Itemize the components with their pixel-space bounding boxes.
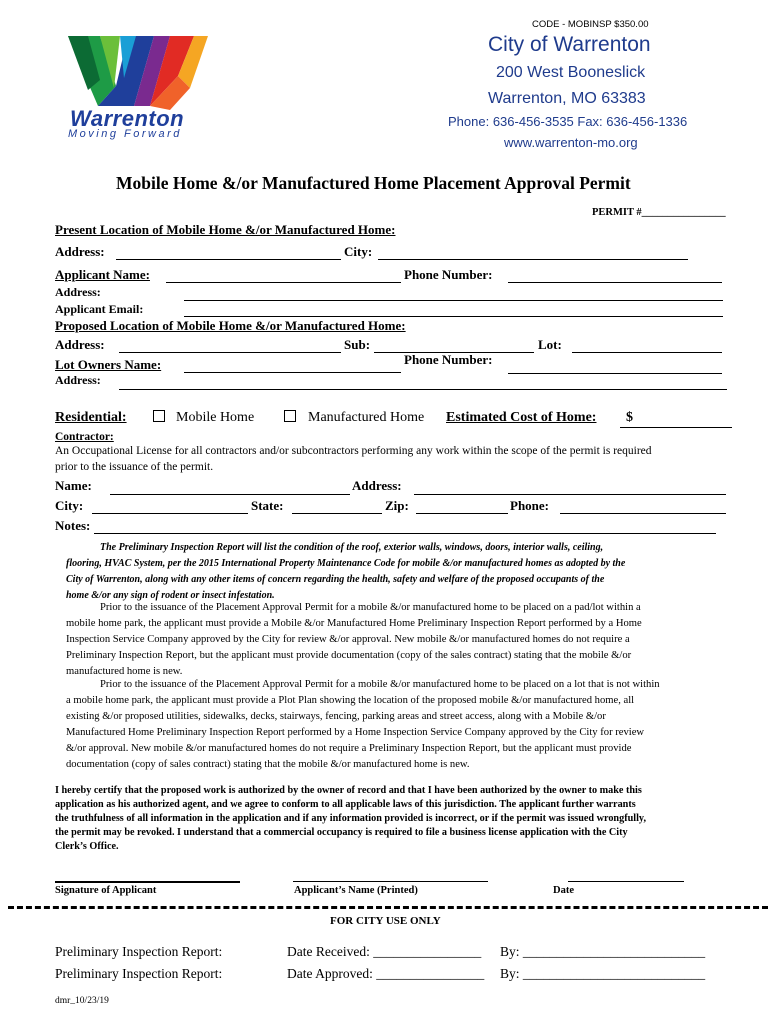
info-p2-line: manufactured home is new. [66,666,183,677]
lot-owners-field[interactable] [184,356,401,373]
applicant-name-label: Applicant Name: [55,267,150,282]
contractor-phone-label: Phone: [510,498,549,513]
contractor-city-field[interactable] [92,497,248,514]
info-p1-line: The Preliminary Inspection Report will list the condition of the roof, exterior walls, windows, doors, interior walls, ceiling, [100,542,604,553]
city-website: www.warrenton-mo.org [504,135,638,150]
city-street: 200 West Booneslick [496,64,646,81]
proposed-location-heading: Proposed Location of Mobile Home &/or Manufactured Home: [55,318,406,333]
lot-owners-address-label: Address: [55,373,101,387]
received-row-label: Preliminary Inspection Report: [55,944,223,959]
residential-label: Residential: [55,410,127,425]
info-p2-line: Inspection Service Company approved by the City for review &/or approval. New mobile &/or manufactured homes do not require a [66,634,630,645]
contractor-state-field[interactable] [292,497,382,514]
lot-owners-address-field[interactable] [119,373,727,390]
certification-line: Clerk’s Office. [55,841,119,852]
info-p2-line: Prior to the issuance of the Placement Approval Permit for a mobile &/or manufactured home to be placed on a pad/lot within a [100,602,641,613]
info-p3-line: Manufactured Home Preliminary Inspection Report performed by a Home Inspection Service Company approved by the City for review [66,727,645,738]
lot-owners-label: Lot Owners Name: [55,357,162,372]
certification-line: the truthfulness of all information in the application and if any information provided is incorrect, or if the permit was issued wrongfully, [55,813,646,824]
date-label: Date [553,885,574,896]
cut-line [8,906,768,909]
city-phone-fax: Phone: 636-456-3535 Fax: 636-456-1336 [448,114,688,129]
info-p1-line: City of Warrenton, along with any other items of concern regarding the health, safety and welfare of the proposed occupants of the [66,574,605,585]
contractor-name-field[interactable] [110,478,350,495]
info-p1-line: home &/or any sign of rodent or insect infestation. [66,590,275,601]
applicant-address-field[interactable] [184,284,723,301]
signature-line[interactable] [55,881,240,883]
certification-line: the permit may be revoked. I understand that a commercial occupancy is required to file a business license application with the City [55,827,628,838]
mobile-home-checkbox[interactable] [153,410,165,422]
info-p3-line: a mobile home park, the applicant must provide a Plot Plan showing the location of the proposed mobile &/or manufactured home, all [66,695,635,706]
approved-row-label: Preliminary Inspection Report: [55,966,223,981]
printed-name-label: Applicant’s Name (Printed) [294,885,418,896]
logo-tagline: Moving Forward [68,128,182,140]
proposed-sub-field[interactable] [374,336,534,353]
license-notice-line2: prior to the issuance of the permit. [55,461,214,473]
code-line: CODE - MOBINSP $350.00 [532,19,649,30]
contractor-state-label: State: [251,498,284,513]
currency-sign: $ [626,410,633,425]
present-city-label: City: [344,244,373,259]
contractor-zip-label: Zip: [385,498,409,513]
manufactured-home-label: Manufactured Home [308,410,425,425]
contractor-phone-field[interactable] [560,497,726,514]
manufactured-home-checkbox[interactable] [284,410,296,422]
estimated-cost-field[interactable] [620,411,732,428]
info-p3-line: &/or approval. New mobile &/or manufactured homes do not require a Preliminary Inspection Report, but the applicant must provide [66,743,632,754]
notes-field[interactable] [94,517,716,534]
contractor-city-label: City: [55,498,84,513]
date-line[interactable] [568,881,684,882]
city-use-heading: FOR CITY USE ONLY [330,915,441,927]
applicant-email-label: Applicant Email: [55,302,144,316]
printed-name-line[interactable] [293,881,488,882]
info-p3-line: documentation (copy of sales contract) stating that the mobile &/or manufactured home is new. [66,759,470,770]
proposed-lot-field[interactable] [572,336,722,353]
certification-statement [55,784,646,854]
applicant-email-field[interactable] [184,300,723,317]
notes-label: Notes: [55,518,91,533]
proposed-address-field[interactable] [119,336,341,353]
city-name: City of Warrenton [488,33,651,56]
footer-code: dmr_10/23/19 [55,996,109,1006]
city-citystate: Warrenton, MO 63383 [488,90,646,107]
certification-line: I hereby certify that the proposed work is authorized by the owner of record and that I have been authorized by the owner to make this [55,785,642,796]
contractor-name-label: Name: [55,478,92,493]
lot-owners-phone-field[interactable] [508,357,722,374]
contractor-zip-field[interactable] [416,497,508,514]
info-p1-line: flooring, HVAC System, per the 2015 International Property Maintenance Code for mobile &/or manufactured homes as adopted by the [66,558,626,569]
applicant-phone-label: Phone Number: [404,267,493,282]
contractor-address-label: Address: [352,478,402,493]
applicant-phone-field[interactable] [508,266,722,283]
present-address-field[interactable] [116,243,341,260]
date-received-field[interactable]: Date Received: ________________ [287,944,482,959]
logo-name: Warrenton [70,106,185,131]
certification-line: application as his authorized agent, and we agree to conform to all applicable laws of this jurisdiction. The applicant further warrants [55,799,636,810]
info-p3-line: Prior to the issuance of the Placement Approval Permit for a mobile &/or manufactured home to be placed on a lot that is not within [100,679,660,690]
lot-owners-phone-label: Phone Number: [404,352,493,367]
license-notice-line1: An Occupational License for all contractors and/or subcontractors performing any work within the scope of the permit is required [55,445,652,457]
present-location-heading: Present Location of Mobile Home &/or Manufactured Home: [55,222,396,237]
received-by-field[interactable]: By: ___________________________ [500,944,706,959]
date-approved-field[interactable]: Date Approved: ________________ [287,966,485,981]
approved-by-field[interactable]: By: ___________________________ [500,966,706,981]
present-city-field[interactable] [378,243,688,260]
estimated-cost-label: Estimated Cost of Home: [446,410,597,425]
applicant-name-field[interactable] [166,266,401,283]
proposed-sub-label: Sub: [344,337,371,352]
applicant-address-label: Address: [55,285,101,299]
present-address-label: Address: [55,244,105,259]
contractor-address-field[interactable] [414,478,726,495]
city-logo [58,28,218,143]
info-p2-line: Preliminary Inspection Report, but the applicant must provide documentation (copy of the sales contract) stating that the mobile &/or [66,650,632,661]
mobile-home-park-paragraph [66,600,642,680]
inspection-report-paragraph [66,540,625,604]
form-title: Mobile Home &/or Manufactured Home Placement Approval Permit [116,173,631,193]
plot-plan-paragraph [66,677,660,773]
permit-number: PERMIT #________________ [592,207,726,218]
info-p3-line: existing &/or proposed utilities, sidewalks, decks, stairways, fencing, parking areas and street access, along with a Mobile &/or [66,711,606,722]
contractor-heading: Contractor: [55,431,114,443]
info-p2-line: mobile home park, the applicant must provide a Mobile &/or Manufactured Home Preliminary Inspection Report performed by a Home [66,618,642,629]
mobile-home-label: Mobile Home [176,410,255,425]
proposed-lot-label: Lot: [538,337,562,352]
proposed-address-label: Address: [55,337,105,352]
signature-label: Signature of Applicant [55,885,157,896]
